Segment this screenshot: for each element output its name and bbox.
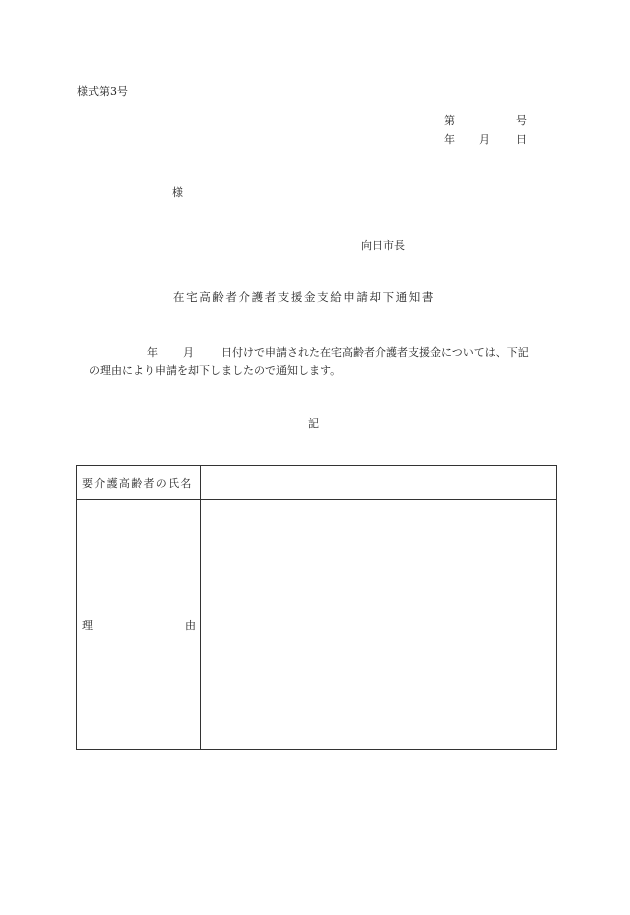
document-title: 在宅高齢者介護者支援金支給申請却下通知書 <box>173 290 435 304</box>
elderly-name-label: 要介護高齢者の氏名 <box>82 476 193 490</box>
body-text-line-2: の理由により申請を却下しましたので通知します。 <box>89 364 342 377</box>
sender-name: 向日市長 <box>361 239 405 252</box>
body-text-line-1: 日付けで申請された在宅高齢者介護者支援金については、下記 <box>221 346 529 359</box>
document-number-suffix: 号 <box>516 114 527 127</box>
reason-value-cell[interactable] <box>201 500 557 750</box>
detail-table <box>76 465 557 750</box>
body-month-label: 月 <box>183 346 194 359</box>
date-month-label: 月 <box>479 133 490 146</box>
addressee-honorific: 様 <box>172 186 183 199</box>
date-year-label: 年 <box>444 133 455 146</box>
name-value-cell[interactable] <box>201 466 557 500</box>
reason-label-left: 理 <box>82 618 93 632</box>
table-row-name <box>77 466 557 500</box>
reason-label-cell <box>77 500 201 750</box>
ki-heading: 記 <box>308 417 319 430</box>
body-year-label: 年 <box>147 346 158 359</box>
document-number-label: 第 <box>444 114 455 127</box>
table-row-reason <box>77 500 557 750</box>
reason-label <box>77 617 200 633</box>
name-label-cell <box>77 466 201 500</box>
date-day-label: 日 <box>516 133 527 146</box>
reason-label-right: 由 <box>185 618 196 632</box>
form-number: 様式第3号 <box>77 85 128 98</box>
